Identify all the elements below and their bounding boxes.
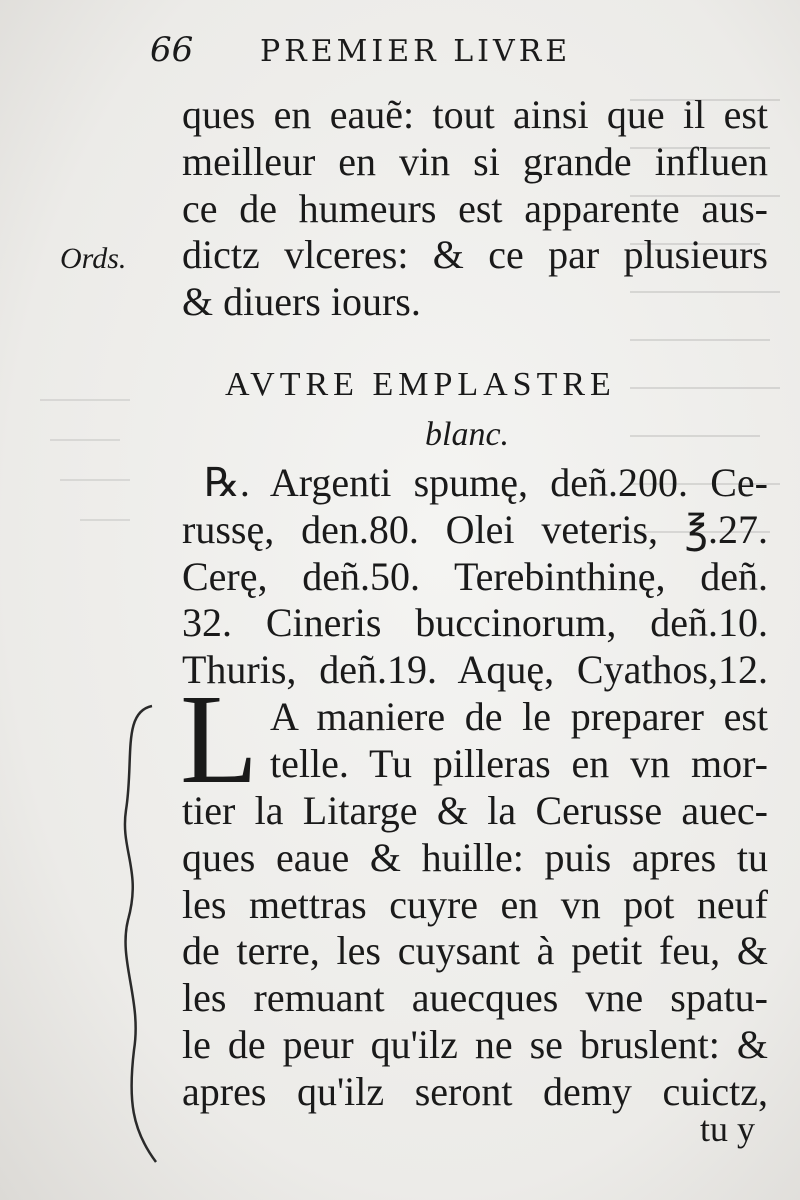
text-line: ce de humeurs est apparente aus- (182, 185, 768, 231)
section-subheading: blanc. (425, 416, 510, 453)
recipe-line: ℞. Argenti spumę, deñ.200. Ce- (204, 460, 768, 505)
recipe-line: Cerę, deñ.50. Terebinthinę, deñ. (182, 553, 768, 599)
marginal-note: Ords. (60, 242, 127, 275)
paragraph-2 (182, 788, 768, 1116)
text-line: dictz vlceres: & ce par plusieurs (182, 232, 768, 278)
text-line: A maniere de le preparer est (270, 694, 768, 739)
paragraph-continued (182, 92, 768, 326)
text-line: de terre, les cuysant à petit feu, & (182, 928, 768, 974)
text-line: telle. Tu pilleras en vn mor- (270, 740, 768, 786)
catchword: tu y (700, 1109, 756, 1149)
text-line: les remuant auecques vne spatu- (182, 975, 768, 1021)
text-line: & diuers iours. (182, 279, 421, 325)
text-line: apres qu'ilz seront demy cuictz, (182, 1068, 768, 1114)
recipe-line: russę, den.80. Olei veteris, ℥.27. (182, 506, 768, 552)
recipe-block (182, 460, 768, 694)
running-head (150, 30, 770, 70)
text-line: le de peur qu'ilz ne se bruslent: & (182, 1021, 768, 1067)
text-line: ques eaue & huille: puis apres tu (182, 834, 768, 880)
running-title: PREMIER LIVRE (260, 34, 572, 69)
section-heading: AVTRE EMPLASTRE (225, 366, 616, 403)
show-through-margin (20, 380, 140, 540)
hand-drawn-bracket (112, 700, 172, 1170)
drop-cap: L (180, 668, 259, 810)
recipe-line: Thuris, deñ.19. Aquę, Cyathos,12. (182, 647, 768, 693)
text-line: ques en eauẽ: tout ainsi que il est (182, 92, 768, 137)
show-through-margin-strokes (20, 380, 140, 540)
text-line: tier la Litarge & la Cerusse auec- (182, 788, 768, 833)
text-line: meilleur en vin si grande influen (182, 138, 768, 184)
paragraph-2-opening (182, 694, 768, 788)
recipe-line: 32. Cineris buccinorum, deñ.10. (182, 600, 768, 646)
text-line: les mettras cuyre en vn pot neuf (182, 881, 768, 927)
page-number: 66 (150, 30, 194, 70)
